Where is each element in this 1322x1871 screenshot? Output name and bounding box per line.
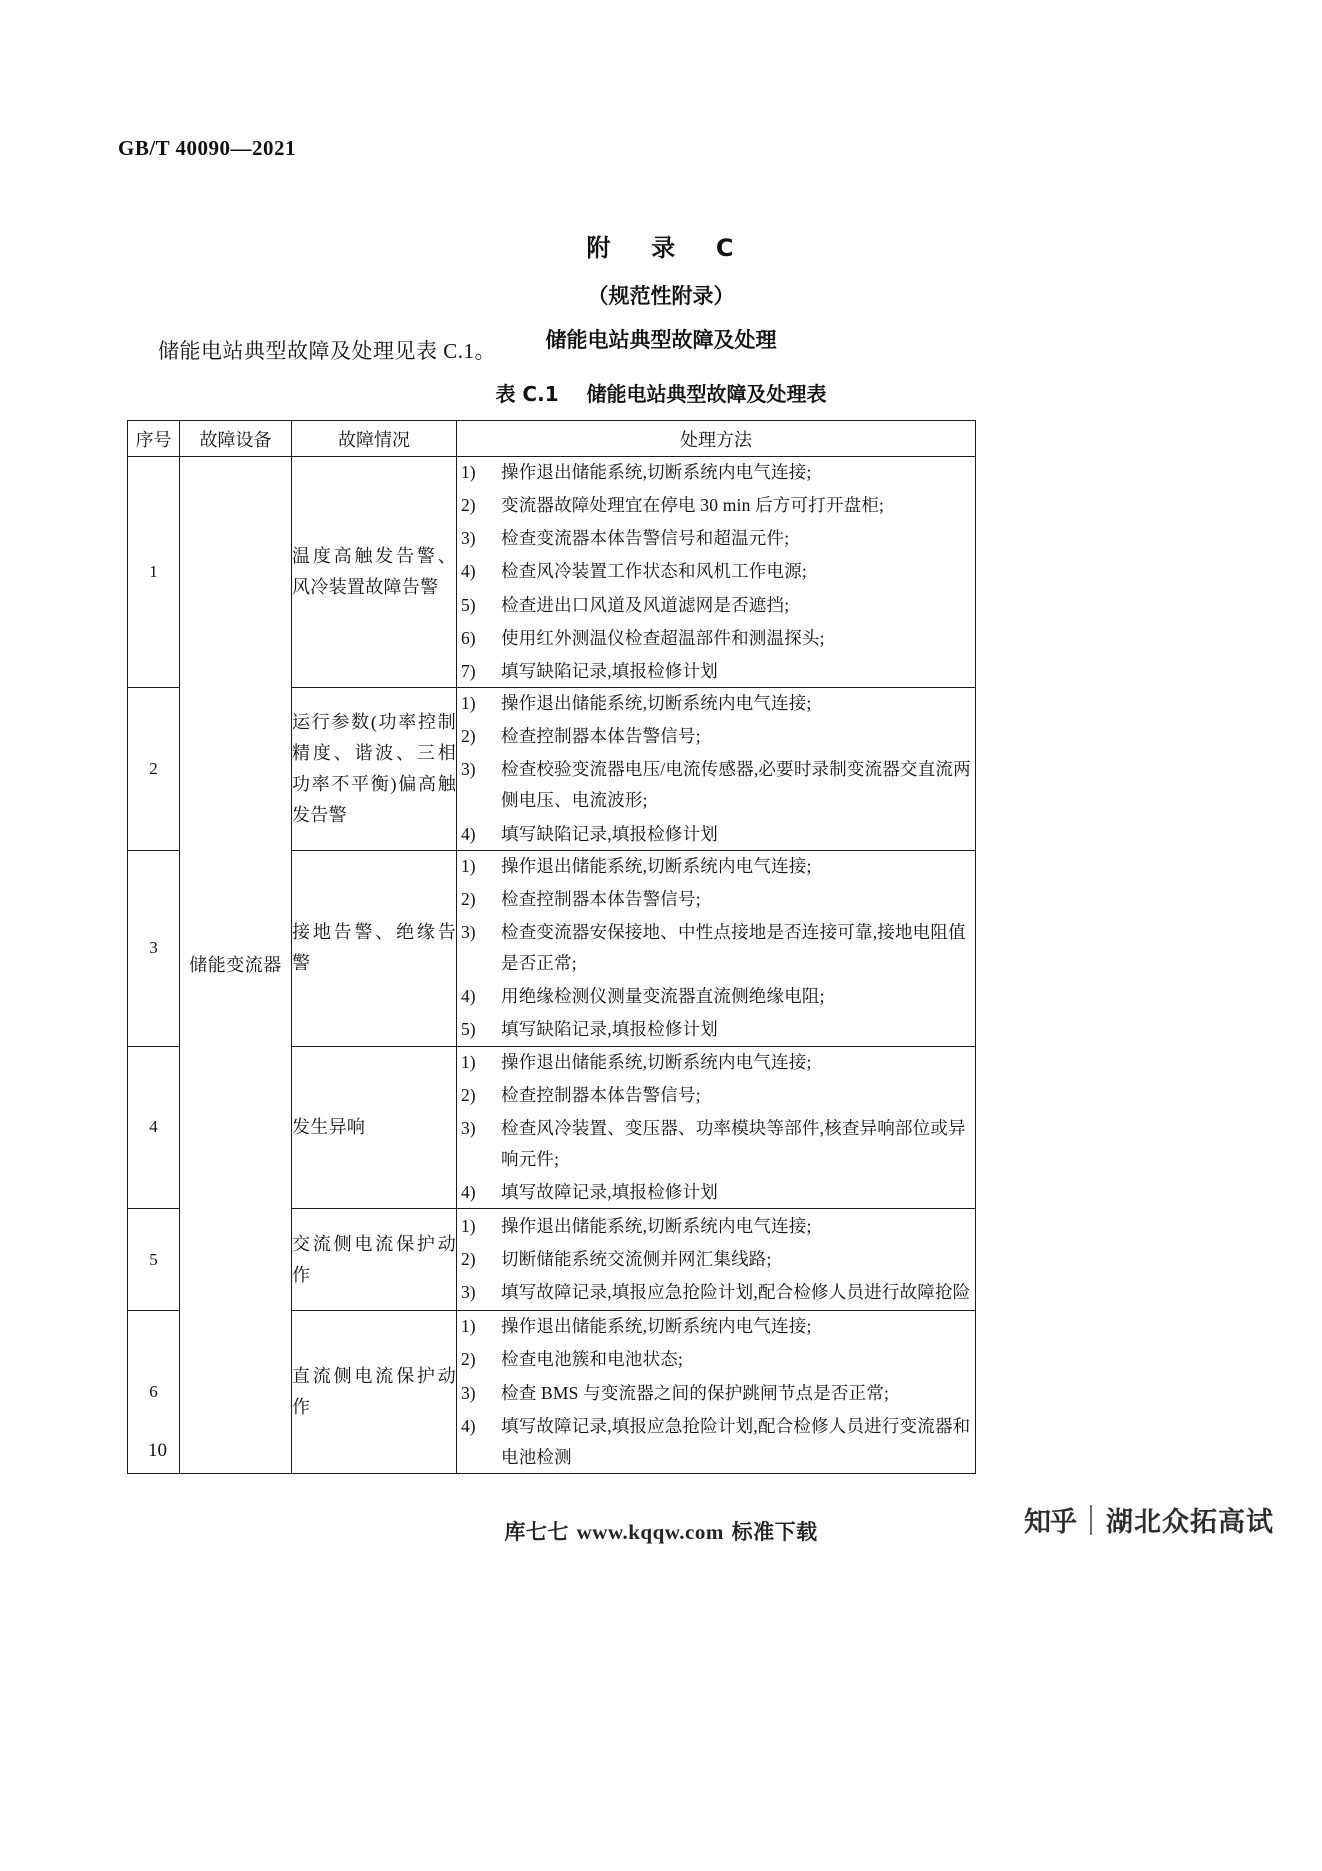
step-text: 操作退出储能系统,切断系统内电气连接; [501, 692, 812, 713]
fault-situation: 交流侧电流保护动作 [292, 1209, 457, 1311]
step-text: 检查变流器本体告警信号和超温元件; [501, 528, 790, 549]
row-number: 1 [128, 457, 180, 688]
step-text: 检查风冷装置工作状态和风机工作电源; [501, 561, 807, 582]
step-number: 2) [461, 1349, 476, 1370]
step-number: 5) [461, 1019, 476, 1040]
handling-method [457, 687, 976, 850]
method-step [457, 754, 975, 816]
step-number: 1) [461, 1316, 476, 1337]
method-step [457, 1014, 975, 1045]
method-step [457, 917, 975, 979]
step-text: 操作退出储能系统,切断系统内电气连接; [501, 1316, 812, 1337]
method-step [457, 819, 975, 850]
fault-situation: 直流侧电流保护动作 [292, 1311, 457, 1474]
zhihu-watermark [1024, 1500, 1274, 1539]
step-number: 7) [461, 660, 476, 681]
row-number: 2 [128, 687, 180, 850]
step-number: 4) [461, 986, 476, 1007]
step-number: 2) [461, 1084, 476, 1105]
step-text: 填写故障记录,填报应急抢险计划,配合检修人员进行故障抢险 [501, 1282, 971, 1303]
zhihu-divider [1090, 1505, 1092, 1535]
method-step [457, 1047, 975, 1078]
step-text: 变流器故障处理宜在停电 30 min 后方可打开盘柜; [501, 495, 885, 516]
annex-subject: 储能电站典型故障及处理 [545, 328, 777, 352]
step-text: 使用红外测温仪检查超温部件和测温探头; [501, 627, 825, 648]
method-step [457, 1080, 975, 1111]
row-number: 3 [128, 850, 180, 1046]
method-step [457, 1113, 975, 1175]
running-header-standard-number: GB/T 40090—2021 [118, 136, 297, 160]
table-caption-title: 储能电站典型故障及处理表 [586, 382, 827, 406]
method-step [457, 1411, 975, 1473]
handling-method [457, 1046, 976, 1209]
column-header-method: 处理方法 [457, 421, 976, 457]
method-step [457, 1277, 975, 1308]
step-number: 3) [461, 1282, 476, 1303]
annex-label-prefix: 附 [586, 234, 613, 262]
method-step [457, 688, 975, 719]
method-step [457, 590, 975, 621]
method-step [457, 556, 975, 587]
step-text: 检查风冷装置、变压器、功率模块等部件,核查异响部位或异响元件; [501, 1117, 966, 1169]
method-step [457, 1211, 975, 1242]
step-text: 检查 BMS 与变流器之间的保护跳闸节点是否正常; [501, 1382, 890, 1403]
handling-method [457, 1209, 976, 1311]
handling-method [457, 1311, 976, 1474]
step-number: 1) [461, 1051, 476, 1072]
step-number: 4) [461, 1182, 476, 1203]
table-header-row [128, 421, 976, 457]
step-number: 5) [461, 594, 476, 615]
method-step [457, 623, 975, 654]
method-step-list [457, 1311, 975, 1473]
step-text: 操作退出储能系统,切断系统内电气连接; [501, 1216, 812, 1237]
step-text: 填写故障记录,填报检修计划 [501, 1182, 718, 1203]
step-number: 4) [461, 561, 476, 582]
device-group-cell: 储能变流器 [180, 457, 292, 1474]
step-text: 检查电池簇和电池状态; [501, 1349, 684, 1370]
step-number: 2) [461, 726, 476, 747]
step-text: 填写缺陷记录,填报检修计划 [501, 823, 718, 844]
page-number: 10 [148, 1440, 167, 1461]
table-row [128, 457, 976, 688]
method-step [457, 523, 975, 554]
step-number: 6) [461, 627, 476, 648]
table-caption-number: 表 C.1 [495, 382, 559, 406]
footer-site-name: 库七七 [504, 1520, 569, 1544]
method-step-list [457, 688, 975, 850]
method-step [457, 1311, 975, 1342]
step-text: 操作退出储能系统,切断系统内电气连接; [501, 462, 812, 482]
fault-handling-table [127, 420, 976, 1474]
table-body [128, 457, 976, 1474]
zhihu-logo: 知乎 [1024, 1507, 1076, 1538]
step-text: 检查控制器本体告警信号; [501, 726, 701, 747]
method-step [457, 457, 975, 488]
step-number: 2) [461, 1249, 476, 1270]
step-text: 填写缺陷记录,填报检修计划 [501, 660, 718, 681]
column-header-device: 故障设备 [180, 421, 292, 457]
step-text: 检查进出口风道及风道滤网是否遮挡; [501, 594, 790, 615]
row-number: 4 [128, 1046, 180, 1209]
annex-title [0, 228, 1322, 263]
step-text: 操作退出储能系统,切断系统内电气连接; [501, 855, 812, 876]
table-caption [0, 378, 1322, 407]
fault-situation: 发生异响 [292, 1046, 457, 1209]
step-number: 3) [461, 528, 476, 549]
step-text: 填写缺陷记录,填报检修计划 [501, 1019, 718, 1040]
step-number: 3) [461, 1117, 476, 1138]
step-text: 检查校验变流器电压/电流传感器,必要时录制变流器交直流两侧电压、电流波形; [501, 759, 971, 811]
step-text: 检查控制器本体告警信号; [501, 1084, 701, 1105]
method-step-list [457, 457, 975, 687]
step-text: 检查控制器本体告警信号; [501, 888, 701, 909]
fault-situation: 温度高触发告警、风冷装置故障告警 [292, 457, 457, 688]
method-step [457, 1344, 975, 1375]
step-text: 检查变流器安保接地、中性点接地是否连接可靠,接地电阻值是否正常; [501, 921, 966, 974]
step-text: 操作退出储能系统,切断系统内电气连接; [501, 1051, 812, 1072]
method-step [457, 851, 975, 882]
table-header [128, 421, 976, 457]
method-step [457, 1378, 975, 1409]
method-step-list [457, 851, 975, 1046]
row-number: 5 [128, 1209, 180, 1311]
zhihu-author-name: 湖北众拓高试 [1106, 1507, 1274, 1538]
annex-kind: （规范性附录） [587, 284, 735, 308]
annex-label-mid: 录 [651, 234, 678, 262]
step-number: 1) [461, 692, 476, 713]
step-number: 4) [461, 823, 476, 844]
intro-paragraph: 储能电站典型故障及处理见表 C.1。 [158, 339, 497, 363]
footer-site-tag: 标准下载 [731, 1520, 818, 1544]
method-step [457, 1177, 975, 1208]
method-step [457, 884, 975, 915]
step-number: 3) [461, 759, 476, 780]
step-number: 1) [461, 1216, 476, 1237]
method-step [457, 721, 975, 752]
step-number: 2) [461, 888, 476, 909]
method-step [457, 490, 975, 521]
method-step-list [457, 1211, 975, 1308]
method-step-list [457, 1047, 975, 1209]
column-header-no: 序号 [128, 421, 180, 457]
step-number: 4) [461, 1415, 476, 1436]
step-text: 用绝缘检测仪测量变流器直流侧绝缘电阻; [501, 986, 825, 1007]
method-step [457, 1244, 975, 1275]
row-number: 6 [128, 1311, 180, 1474]
annex-label-letter: C [715, 234, 736, 262]
handling-method [457, 457, 976, 688]
step-number: 2) [461, 495, 476, 516]
step-number: 1) [461, 855, 476, 876]
column-header-situation: 故障情况 [292, 421, 457, 457]
method-step [457, 656, 975, 687]
footer-site-url: www.kqqw.com [576, 1520, 724, 1544]
step-text: 切断储能系统交流侧并网汇集线路; [501, 1249, 772, 1270]
method-step [457, 981, 975, 1012]
step-text: 填写故障记录,填报应急抢险计划,配合检修人员进行变流器和电池检测 [501, 1415, 971, 1467]
fault-situation: 运行参数(功率控制精度、谐波、三相功率不平衡)偏高触发告警 [292, 687, 457, 850]
fault-situation: 接地告警、绝缘告警 [292, 850, 457, 1046]
step-number: 3) [461, 1382, 476, 1403]
step-number: 3) [461, 921, 476, 942]
step-number: 1) [461, 462, 476, 482]
handling-method [457, 850, 976, 1046]
